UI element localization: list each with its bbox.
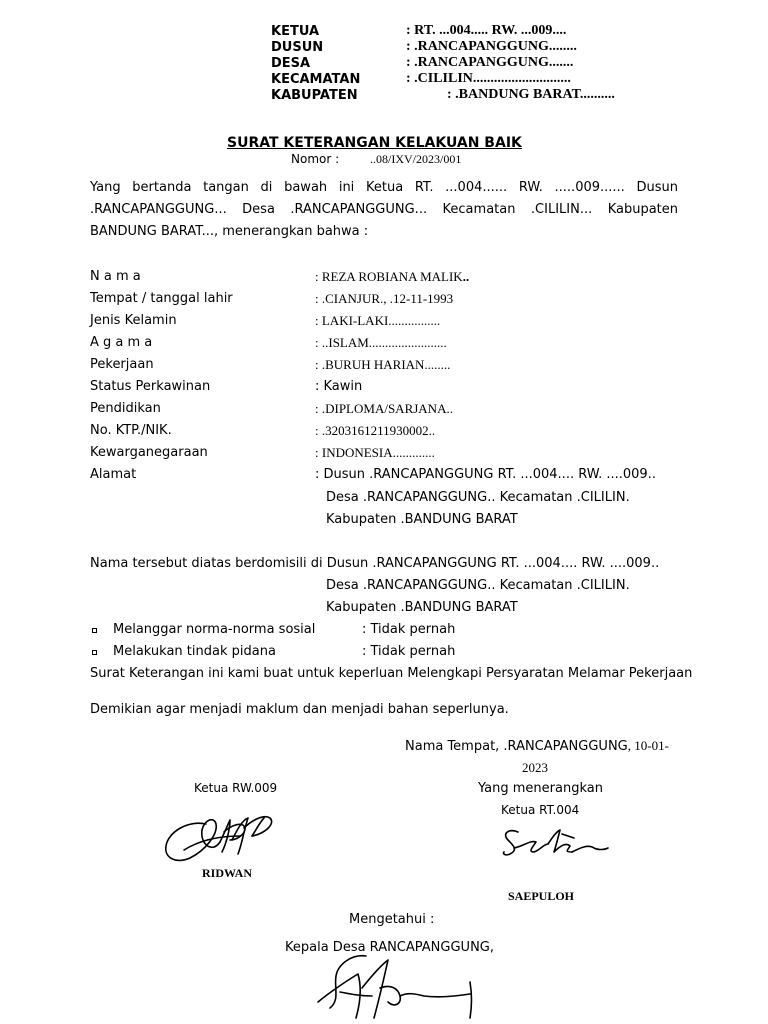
place-name: Nama Tempat, .RANCAPANGGUNG xyxy=(405,739,628,754)
field-value-alamat: : Dusun .RANCAPANGGUNG RT. ...004.... RW. ....009.. xyxy=(315,467,656,482)
field-label-nik: No. KTP./NIK. xyxy=(90,423,172,438)
date-year: 2023 xyxy=(522,760,548,775)
bullet-square-icon xyxy=(92,650,97,655)
field-value-alamat-line-3: Kabupaten .BANDUNG BARAT xyxy=(326,512,518,527)
header-value-kabupaten: : .BANDUNG BARAT.......... xyxy=(447,87,615,102)
intro-line-3: BANDUNG BARAT..., menerangkan bahwa : xyxy=(90,224,369,239)
village-head-signature-icon xyxy=(300,948,490,1024)
check-label-pidana: Melakukan tindak pidana xyxy=(113,644,276,659)
letter-title: SURAT KETERANGAN KELAKUAN BAIK xyxy=(227,135,522,151)
acknowledged-label: Mengetahui : xyxy=(349,912,435,927)
header-value-kecamatan: : .CILILIN............................ xyxy=(406,71,571,86)
rw-title: Ketua RW.009 xyxy=(194,781,278,795)
field-value-kewarganegaraan: : INDONESIA............. xyxy=(315,445,435,460)
domicile-line-1: Nama tersebut diatas berdomisili di Dusun .RANCAPANGGUNG RT. ...004.... RW. ....009.. xyxy=(90,556,660,571)
check-label-sosial: Melanggar norma-norma sosial xyxy=(113,622,316,637)
field-value-status: : Kawin xyxy=(315,379,363,394)
field-label-kewarganegaraan: Kewarganegaraan xyxy=(90,445,208,460)
intro-line-1: Yang bertanda tangan di bawah ini Ketua RT. ...004...... RW. .....009...... Dusun xyxy=(90,180,678,195)
bullet-square-icon xyxy=(92,628,97,633)
field-value-nama-text: : REZA ROBIANA MALIK xyxy=(315,269,463,284)
field-label-ttl: Tempat / tanggal lahir xyxy=(90,291,233,306)
field-value-nama-suffix: .. xyxy=(462,269,470,284)
closing-text: Demikian agar menjadi maklum dan menjadi bahan seperlunya. xyxy=(90,702,509,717)
nomor-value: ..08/IXV/2023/001 xyxy=(370,152,462,166)
field-label-jenis-kelamin: Jenis Kelamin xyxy=(90,313,177,328)
rw-signature-icon xyxy=(160,810,284,872)
header-label-desa: DESA xyxy=(271,56,311,71)
intro-line-2: .RANCAPANGGUNG... Desa .RANCAPANGGUNG... Kecamatan .CILILIN... Kabupaten xyxy=(90,202,678,217)
field-value-nik: : .3203161211930002.. xyxy=(315,423,436,438)
field-value-alamat-line-2: Desa .RANCAPANGGUNG.. Kecamatan .CILILIN. xyxy=(326,490,630,505)
field-value-pendidikan: : .DIPLOMA/SARJANA.. xyxy=(315,401,453,416)
field-value-jenis-kelamin: : LAKI-LAKI................ xyxy=(315,313,441,328)
rw-name: RIDWAN xyxy=(202,866,253,880)
header-label-kabupaten: KABUPATEN xyxy=(271,88,358,103)
header-value-desa: : .RANCAPANGGUNG....... xyxy=(406,55,574,70)
rt-name: SAEPULOH xyxy=(508,889,575,903)
header-label-dusun: DUSUN xyxy=(271,40,324,55)
domicile-line-2: Desa .RANCAPANGGUNG.. Kecamatan .CILILIN. xyxy=(326,578,630,593)
header-label-ketua: KETUA xyxy=(271,24,320,39)
village-head-title: Kepala Desa RANCAPANGGUNG, xyxy=(285,940,494,955)
header-label-kecamatan: KECAMATAN xyxy=(271,72,361,87)
field-value-nama xyxy=(315,269,469,285)
field-label-nama: N a m a xyxy=(90,269,141,284)
date-text: , 10-01- xyxy=(627,738,669,753)
rt-title-line-2: Ketua RT.004 xyxy=(501,803,580,817)
header-value-dusun: : .RANCAPANGGUNG........ xyxy=(406,39,577,54)
check-value-sosial: : Tidak pernah xyxy=(362,622,456,637)
field-label-pekerjaan: Pekerjaan xyxy=(90,357,154,372)
field-value-pekerjaan: : .BURUH HARIAN........ xyxy=(315,357,451,372)
rt-signature-icon xyxy=(500,826,610,860)
field-value-agama: : ..ISLAM........................ xyxy=(315,335,447,350)
field-label-pendidikan: Pendidikan xyxy=(90,401,161,416)
place-date xyxy=(405,738,669,754)
header-value-ketua: : RT. ...004..... RW. ...009.... xyxy=(406,23,567,38)
purpose-text: Surat Keterangan ini kami buat untuk keperluan Melengkapi Persyaratan Melamar Pekerjaan xyxy=(90,666,693,681)
domicile-line-3: Kabupaten .BANDUNG BARAT xyxy=(326,600,518,615)
nomor-label: Nomor : xyxy=(291,152,340,166)
field-label-alamat: Alamat xyxy=(90,467,137,482)
check-value-pidana: : Tidak pernah xyxy=(362,644,456,659)
field-label-status: Status Perkawinan xyxy=(90,379,211,394)
rt-title-line-1: Yang menerangkan xyxy=(478,781,603,796)
field-value-ttl: : .CIANJUR., .12-11-1993 xyxy=(315,291,454,306)
field-label-agama: A g a m a xyxy=(90,335,153,350)
